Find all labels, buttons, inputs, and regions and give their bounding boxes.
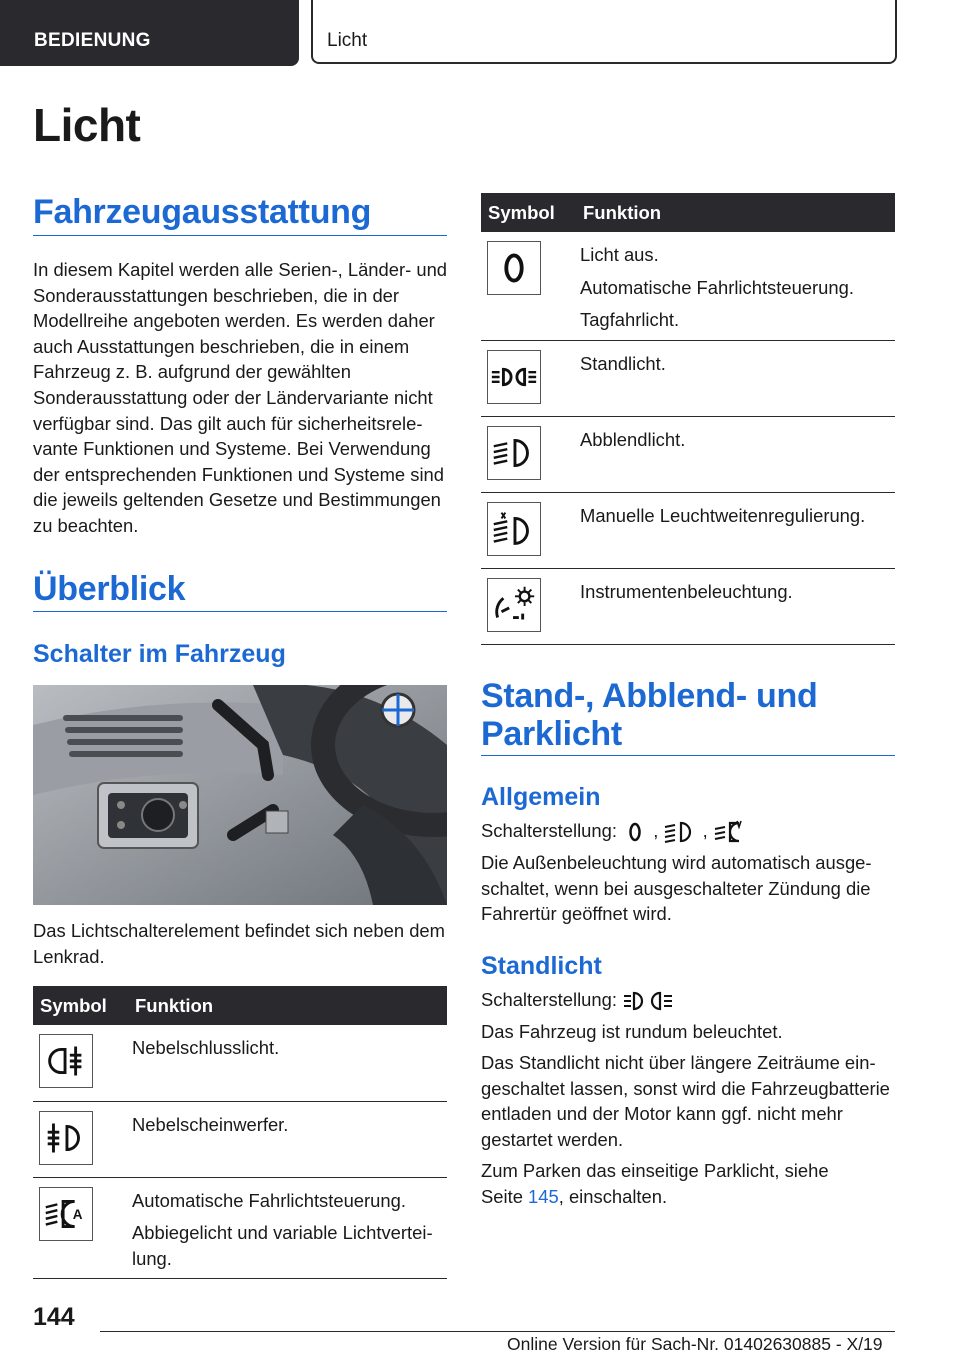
function-text: Abbiegelicht und variable Lichtverteilung. [132,1222,433,1269]
low-beam-icon [487,426,541,480]
function-text: Licht aus. [580,244,659,265]
low-beam-icon [663,819,697,845]
general-switch-line [481,818,895,845]
parking-light-icon [622,988,674,1014]
heading-parking: Standlicht [481,952,602,980]
function-text: Automatische Fahrlichtsteuerung. [580,276,854,298]
instrument-lighting-icon [487,578,541,632]
heading-overview: Überblick [33,570,186,608]
table-row [481,568,895,644]
chapter-label: Licht [327,30,368,51]
function-text: Manuelle Leuchtweitenregulierung. [580,504,866,526]
heading-equipment: Fahrzeugausstattung [33,193,372,231]
general-paragraph: Die Außenbeleuchtung wird automatisch ausgeschaltet, wenn bei ausgeschalteter Zündung die Fahrertür geöffnet wird. [481,852,872,925]
function-text: Standlicht. [580,352,666,374]
heading-rule [33,235,447,236]
column-header-function: Funktion [128,986,447,1025]
column-header-symbol: Symbol [33,986,128,1025]
zero-position-icon [622,819,648,845]
separator: , [702,820,708,841]
equipment-paragraph: In diesem Kapitel werden alle Serien-, Länder- und Sonderausstattungen beschrieben, die in der Modellreihe angeboten werden. Es werden daher auch Ausstattungen beschrieben, die in einem Fahrzeug z. B. aufgrund der gewählten Sonderausstattung oder der Ländervariante nicht verfügbar sind. Das gilt auch für sicherheitsrelevante Funktionen und Systeme. Bei Verwendung der entsprechenden Funktionen und Systeme sind die jeweils geltenden Gesetze und Bestimmungen zu beachten. [33,259,448,536]
parking-text-a: Zum Parken das einseitige Parklicht, siehe Seite [481,1160,829,1207]
auto-headlight-icon [713,819,747,845]
front-fog-light-icon [39,1111,93,1165]
symbol-table-left [33,986,447,1279]
function-text: Nebelschlusslicht. [132,1037,280,1058]
function-text: Nebelscheinwerfer. [132,1113,289,1135]
function-text: Instrumentenbeleuchtung. [580,580,793,602]
table-row [481,340,895,416]
page-number: 144 [33,1303,75,1331]
heading-switch: Schalter im Fahrzeug [33,640,286,668]
footer-text: Online Version für Sach-Nr. 01402630885 - X/19 [507,1334,883,1354]
chapter-tab [311,0,897,64]
parking-switch-line [481,987,895,1014]
heading-rule [33,611,447,612]
auto-headlight-icon [39,1187,93,1241]
parking-paragraph-3 [481,1158,861,1209]
parking-paragraph-1: Das Fahrzeug ist rundum beleuchtet. [481,1021,783,1042]
section-label: BEDIENUNG [34,30,151,51]
function-text: Tagfahrlicht. [580,309,680,331]
table-row [481,232,895,340]
photo-caption: Das Lichtschalterelement befindet sich neben dem Lenkrad. [33,920,445,967]
column-header-symbol: Symbol [481,193,576,232]
table-row [33,1177,447,1279]
heading-general: Allgemein [481,783,601,811]
heading-lights: Stand-, Abblend- und Parklicht [481,677,818,753]
function-text: Abblendlicht. [580,428,686,450]
symbol-table-right [481,193,895,645]
footer-rule [100,1331,895,1332]
page-reference-link[interactable]: 145 [528,1185,559,1207]
zero-position-icon [487,241,541,295]
section-tab [0,0,299,66]
separator: , [653,820,659,841]
page-title: Licht [33,99,141,151]
column-header-function: Funktion [576,193,895,232]
table-row [481,492,895,568]
parking-paragraph-2: Das Standlicht nicht über längere Zeiträume eingeschaltet lassen, sonst wird die Fahrzeugbatterie entladen und der Motor kann ggf. nicht mehr gestartet werden. [481,1052,890,1150]
heading-rule [481,755,895,756]
parking-light-icon [487,350,541,404]
function-text: Automatische Fahrlichtsteuerung. [132,1189,406,1211]
table-row [33,1025,447,1101]
switch-label: Schalterstellung: [481,820,617,841]
rear-fog-light-icon [39,1034,93,1088]
parking-text-b: , einschalten. [558,1185,668,1207]
table-row [481,416,895,492]
light-switch-photo [33,685,447,905]
table-row [33,1101,447,1177]
svg-text:A: A [72,1206,83,1222]
switch-label: Schalterstellung: [481,989,617,1010]
headlight-range-icon [487,502,541,556]
